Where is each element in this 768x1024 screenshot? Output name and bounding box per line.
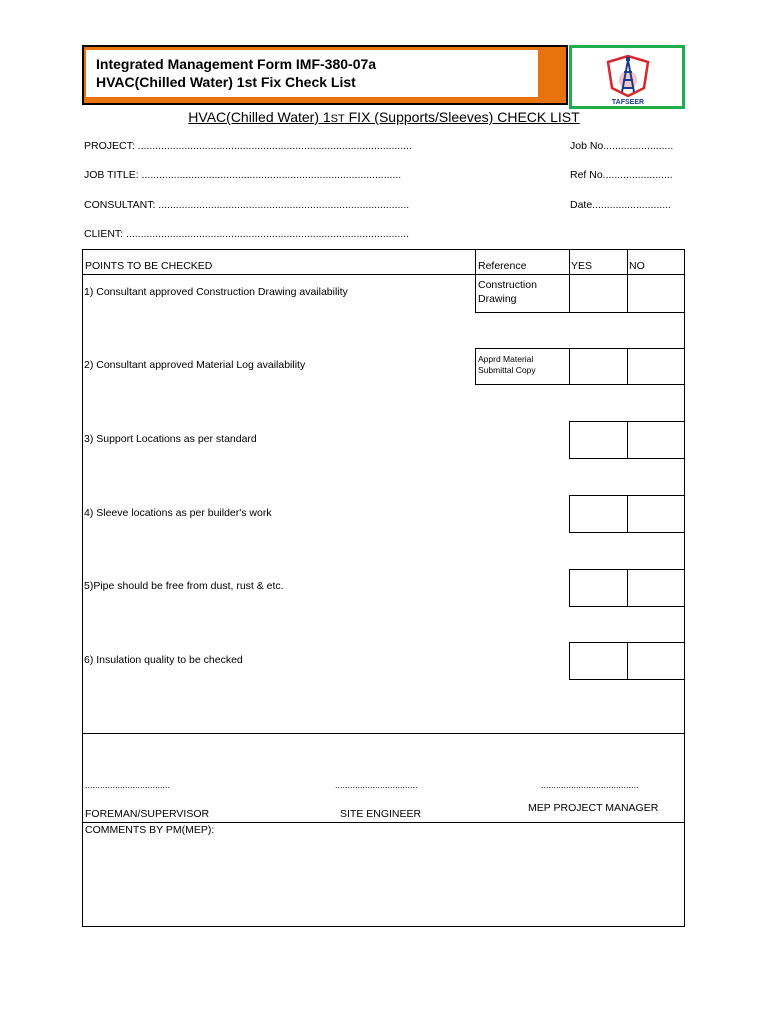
reference-header: Reference [478,260,527,272]
signature-section-divider [82,733,685,734]
tower-logo-icon [600,52,656,106]
comments-area[interactable] [84,840,682,924]
row1-divider [475,312,685,313]
reference-1-line2: Drawing [478,293,517,305]
yes-checkbox-2[interactable] [569,348,628,385]
check-item-4: 4) Sleeve locations as per builder's work [84,507,272,519]
reference-column-divider [475,249,476,312]
points-header: POINTS TO BE CHECKED [85,260,213,272]
date-field[interactable]: Date........................... [570,199,671,211]
foreman-label: FOREMAN/SUPERVISOR [85,808,210,820]
foreman-signature-line[interactable]: .................................. [85,780,171,790]
yes-checkbox-3[interactable] [569,421,628,459]
no-checkbox-4[interactable] [627,495,685,533]
form-title: Integrated Management Form IMF-380-07a [96,56,377,72]
yes-header: YES [571,260,593,272]
header-row-divider [82,274,685,275]
job-title-field[interactable]: JOB TITLE: ......................................................................................... [84,169,402,181]
no-checkbox-5[interactable] [627,569,685,607]
no-header: NO [629,260,645,272]
project-field[interactable]: PROJECT: .............................................................................................. [84,140,412,152]
comments-label: COMMENTS BY PM(MEP): [85,824,215,836]
reference-2-line2: Submittal Copy [478,365,536,375]
job-no-field[interactable]: Job No........................ [570,140,674,152]
manager-signature-line[interactable]: ....................................... [541,780,639,790]
engineer-label: SITE ENGINEER [340,808,422,820]
no-checkbox-3[interactable] [627,421,685,459]
reference-1-line1: Construction [478,279,537,291]
client-field[interactable]: CLIENT: ................................................................................................. [84,228,409,240]
yes-column-divider [569,249,570,312]
check-item-1: 1) Consultant approved Construction Drawing availability [84,286,348,298]
check-item-5: 5)Pipe should be free from dust, rust & etc. [84,580,284,592]
consultant-field[interactable]: CONSULTANT: ...................................................................................... [84,199,410,211]
no-checkbox-2[interactable] [627,348,685,385]
no-checkbox-6[interactable] [627,642,685,680]
check-item-6: 6) Insulation quality to be checked [84,654,243,666]
reference-2-line1: Apprd Material [478,354,534,364]
no-column-divider [627,249,628,312]
company-logo [569,45,685,109]
check-item-3: 3) Support Locations as per standard [84,433,257,445]
form-subtitle: HVAC(Chilled Water) 1st Fix Check List [96,74,356,90]
ref-no-field[interactable]: Ref No........................ [570,169,673,181]
yes-checkbox-5[interactable] [569,569,628,607]
yes-checkbox-6[interactable] [569,642,628,680]
manager-label: MEP PROJECT MANAGER [528,802,659,814]
engineer-signature-line[interactable]: ................................. [335,780,418,790]
checklist-title: HVAC(Chilled Water) 1ST FIX (Supports/Sleeves) CHECK LIST [188,109,580,125]
logo-text: TAFSEER [611,99,645,106]
yes-checkbox-4[interactable] [569,495,628,533]
comments-divider [82,822,685,823]
check-item-2: 2) Consultant approved Material Log availability [84,359,306,371]
